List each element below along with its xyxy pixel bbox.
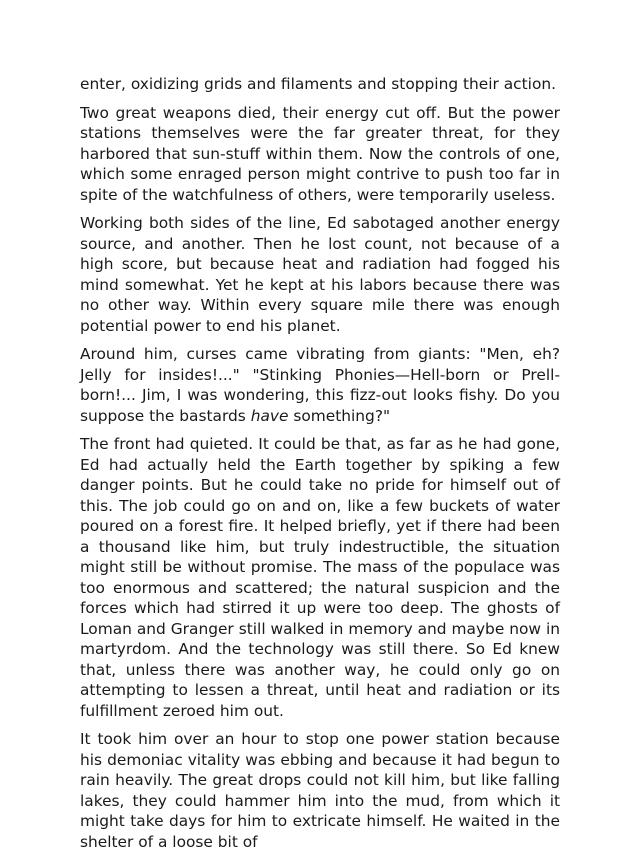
paragraph-4-text-after: something?" [288,406,391,425]
page-body [80,74,560,860]
paragraph-5: The front had quieted. It could be that, as far as he had gone, Ed had actually held the Earth together by spiking a few danger points. But he could take no pride for himself out of this. The job could go on and on, like a few buckets of water poured on a forest fire. It helped briefly, yet if there had been a thousand like him, but truly indestructible, the situation might still be without promise. The mass of the populace was too enormous and scattered; the natural suspicion and the forces which had stirred it up were too deep. The ghosts of Loman and Granger still walked in memory and maybe now in martyrdom. And the technology was still there. So Ed knew that, unless there was another way, he could only go on attempting to lessen a threat, until heat and radiation or its fulfillment zeroed him out. [80,435,560,720]
paragraph-6: It took him over an hour to stop one power station because his demoniac vitality was ebbing and because it had begun to rain heavily. The great drops could not kill him, but like falling lakes, they could hammer him into the mud, from which it might take days for him to extricate himself. He waited in the shelter of a loose bit of [80,730,560,851]
paragraph-1: enter, oxidizing grids and filaments and stopping their action. [80,75,557,93]
paragraph-3: Working both sides of the line, Ed sabotaged another energy source, and another. Then he lost count, not because of a high score, but because heat and radiation had fogged his mind somewhat. Yet he kept at his labors because there was no other way. Within every square mile there was enough potential power to end his planet. [80,214,560,335]
paragraph-4-emphasis: have [250,406,289,425]
paragraph-4-text-before: Around him, curses came vibrating from giants: "Men, eh? Jelly for insides!..." "Stinking Phonies—Hell-born or Prell-born!... Jim, I was wondering, this fizz-out looks fishy. Do you suppose the bastards [80,345,560,425]
paragraph-2: Two great weapons died, their energy cut off. But the power stations themselves were the far greater threat, for they harbored that sun-stuff within them. Now the controls of one, which some enraged person might contrive to push too far in spite of the watchfulness of others, were temporarily useless. [80,103,560,204]
paragraph-4 [80,344,560,426]
